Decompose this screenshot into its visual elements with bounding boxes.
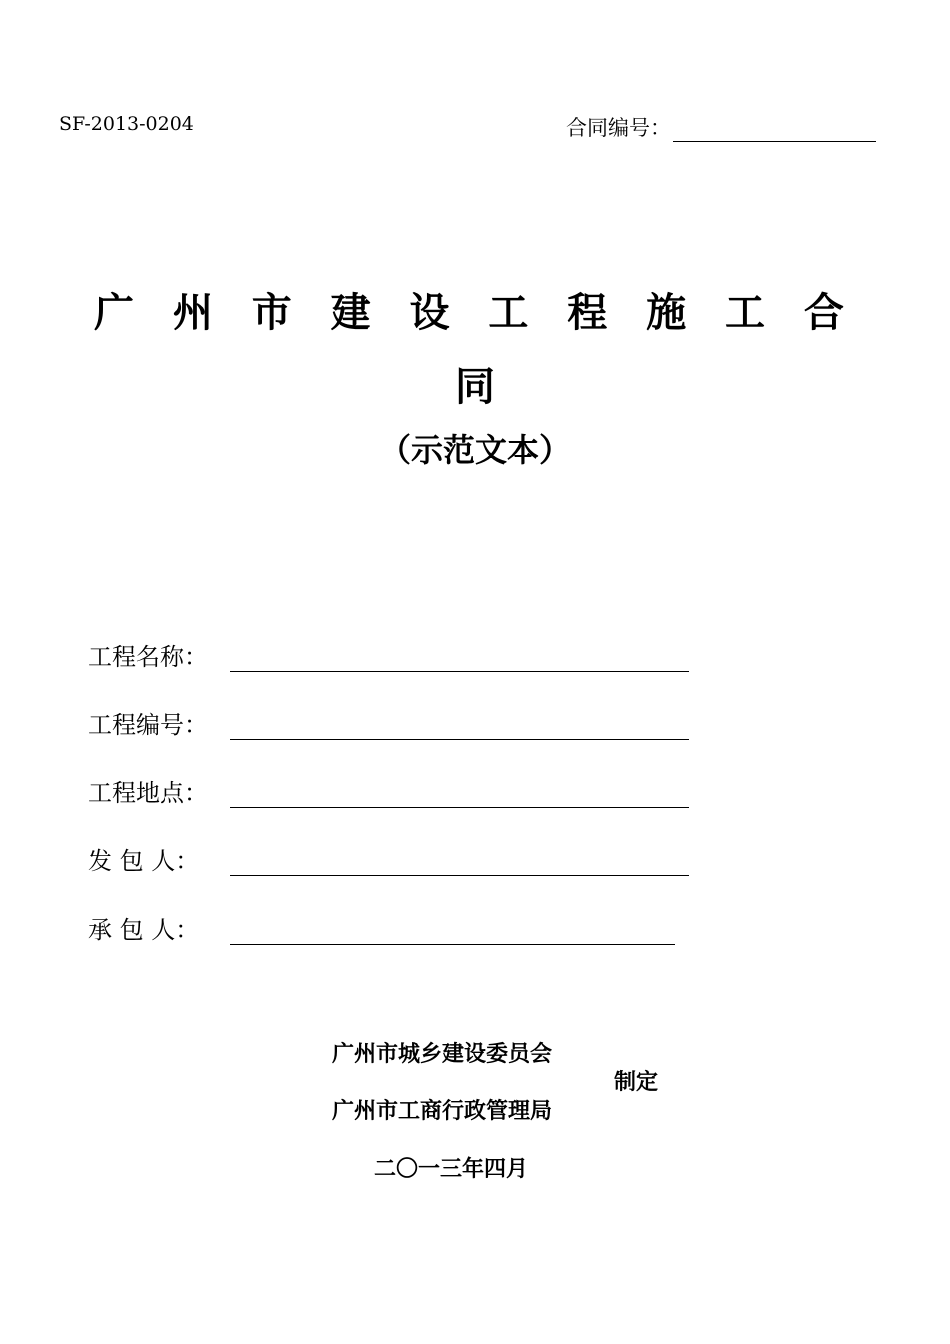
project-number-label: 工程编号： [88, 711, 208, 739]
contractor-field [88, 910, 675, 945]
title-char: 工 [725, 290, 765, 336]
project-name-label: 工程名称： [88, 643, 208, 671]
title-char: 施 [646, 290, 687, 336]
title-line-1 [94, 281, 844, 338]
contract-number-label: 合同编号： [566, 116, 671, 140]
project-number-field [88, 705, 689, 740]
employer-blank [230, 847, 689, 876]
employer-field [88, 841, 689, 876]
subtitle: （示范文本） [378, 431, 571, 469]
issuer-action: 制定 [614, 1070, 659, 1095]
document-code: SF-2013-0204 [59, 113, 194, 135]
title-char: 广 [94, 290, 134, 336]
contractor-label: 承 包 人： [88, 916, 200, 944]
issuer-org-2: 广州市工商行政管理局 [332, 1099, 553, 1124]
contract-number-blank [673, 119, 876, 142]
issuer-org-1: 广州市城乡建设委员会 [332, 1042, 553, 1067]
employer-label: 发 包 人： [88, 847, 200, 875]
project-location-blank [230, 779, 689, 808]
title-char: 建 [330, 290, 371, 336]
project-number-blank [230, 711, 689, 740]
title-char: 市 [251, 290, 292, 336]
contract-number-field [566, 112, 876, 142]
title-line-2: 同 [455, 364, 495, 410]
title-char: 合 [803, 290, 844, 336]
title-char: 工 [488, 290, 529, 336]
title-char: 设 [409, 290, 450, 336]
project-name-blank [230, 643, 689, 672]
issue-date: 二〇一三年四月 [374, 1157, 529, 1182]
title-char: 程 [567, 290, 608, 336]
project-location-label: 工程地点： [88, 779, 208, 807]
contractor-blank [230, 916, 675, 945]
title-char: 州 [172, 290, 213, 336]
project-name-field [88, 637, 689, 672]
project-location-field [88, 773, 689, 808]
